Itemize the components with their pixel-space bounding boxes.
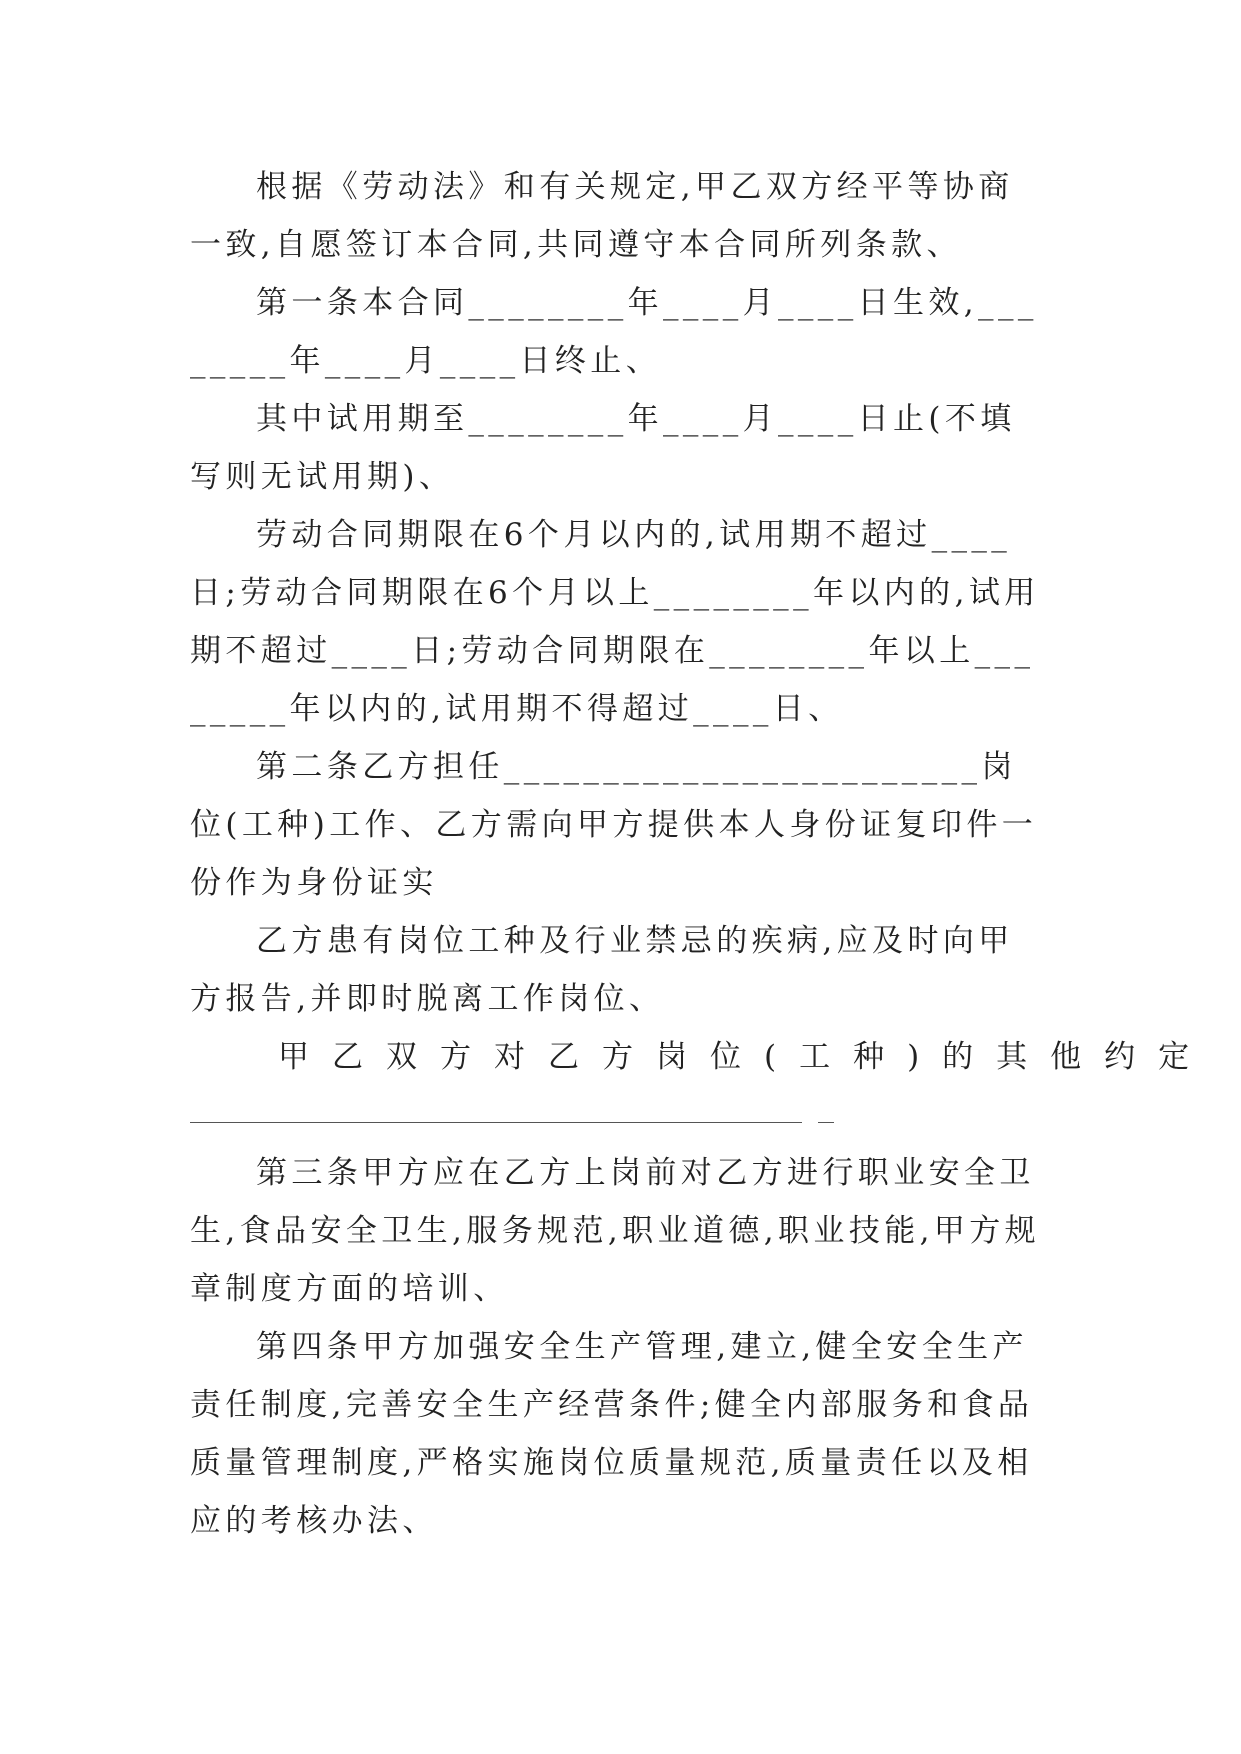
paragraph-probation-period: 其中试用期至________年____月____日止(不填写则无试用期)、 bbox=[190, 401, 1016, 495]
paragraph-article-2-position: 第二条乙方担任________________________岗位(工种)工作、乙方需向甲方提供本人身份证复印件一份作为身份证实 bbox=[190, 749, 1038, 901]
paragraph-probation-limits: 劳动合同期限在6个月以内的,试用期不超过____日;劳动合同期限在6个月以上________年以内的,试用期不超过____日;劳动合同期限在________年以上________年以内的,试用期不得超过____日、 bbox=[190, 517, 1040, 727]
blank-underline bbox=[190, 1122, 802, 1123]
document-body bbox=[190, 158, 1213, 1550]
paragraph-article-3-training: 第三条甲方应在乙方上岗前对乙方进行职业安全卫生,食品安全卫生,服务规范,职业道德,职业技能,甲方规章制度方面的培训、 bbox=[190, 1155, 1041, 1307]
fill-in-blank-line bbox=[190, 1086, 1048, 1144]
paragraph-health-report: 乙方患有岗位工种及行业禁忌的疾病,应及时向甲方报告,并即时脱离工作岗位、 bbox=[190, 923, 1014, 1017]
paragraph-article-1-term: 第一条本合同________年____月____日生效,________年____月____日终止、 bbox=[190, 285, 1038, 379]
paragraph-other-agreements: 甲乙双方对乙方岗位(工种)的其他约定 bbox=[278, 1039, 1213, 1075]
blank-underline-short bbox=[818, 1122, 834, 1123]
paragraph-article-4-safety: 第四条甲方加强安全生产管理,建立,健全安全生产责任制度,完善安全生产经营条件;健全内部服务和食品质量管理制度,严格实施岗位质量规范,质量责任以及相应的考核办法、 bbox=[190, 1329, 1034, 1539]
paragraph-preamble: 根据《劳动法》和有关规定,甲乙双方经平等协商一致,自愿签订本合同,共同遵守本合同所列条款、 bbox=[190, 169, 1014, 263]
